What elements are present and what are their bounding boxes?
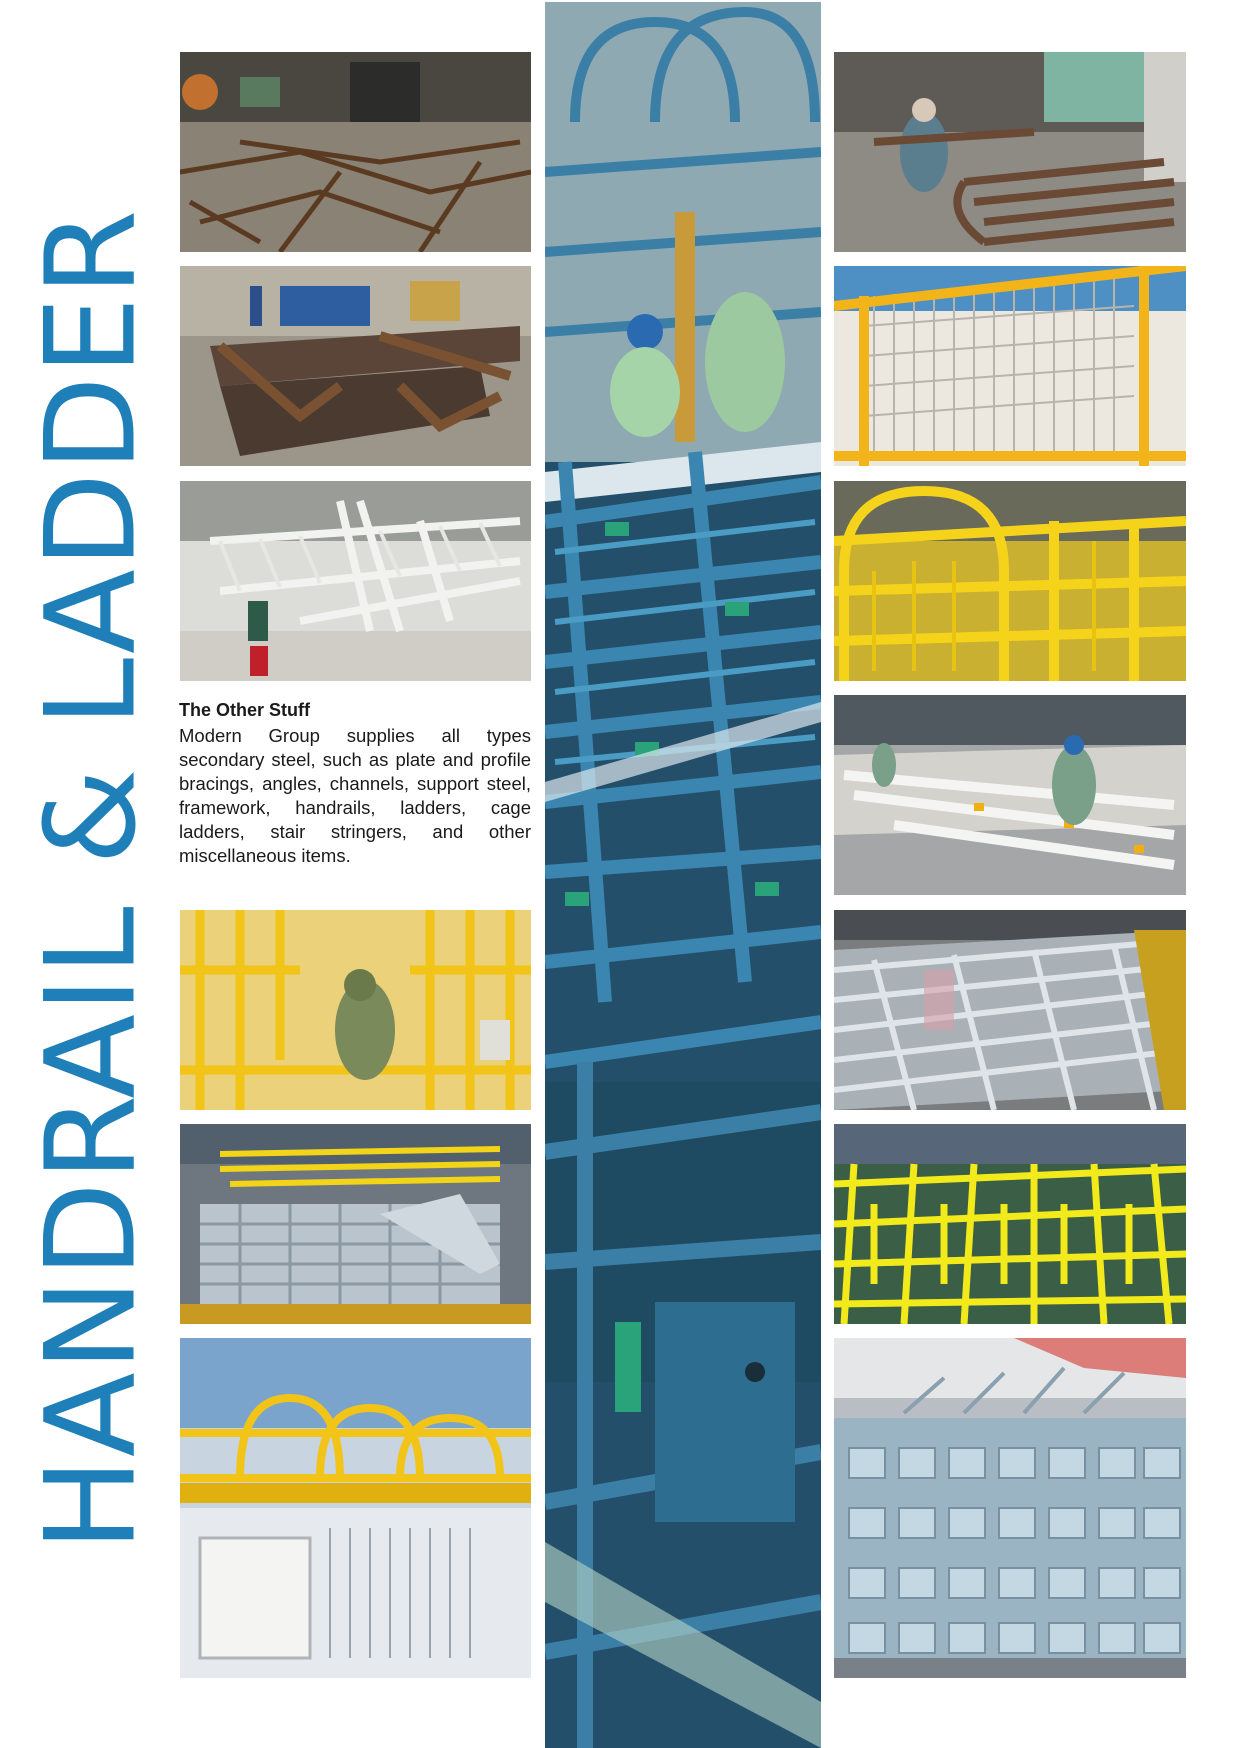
info-text-block <box>179 700 531 868</box>
section-body: Modern Group supplies all types secondary steel, such as plate and profile bracings, angles, channels, support steel, framework, handrails, ladders, cage ladders, stair stringers, and other miscellaneous items. <box>179 725 531 866</box>
photo-galvanized-frames <box>834 910 1186 1110</box>
photo-cage-ladder-platform <box>180 1338 531 1678</box>
photo-steel-beams <box>180 266 531 466</box>
section-heading: The Other Stuff <box>179 700 310 720</box>
page-title: HANDRAIL & LADDER <box>19 208 164 1552</box>
photo-white-cage-ladder <box>180 481 531 681</box>
photo-yellow-cage-ladders <box>834 481 1186 681</box>
photo-galvanized-stock <box>180 1124 531 1324</box>
photo-yellow-painting <box>180 910 531 1110</box>
photo-blue-ladder-closeup <box>545 2 821 1748</box>
photo-yellow-handrail-mesh <box>834 266 1186 466</box>
photo-bent-bars-workshop <box>834 52 1186 252</box>
vertical-title <box>19 60 164 1700</box>
photo-yellow-ladder-frames <box>834 1124 1186 1324</box>
photo-galvanized-cleats-stack <box>834 1338 1186 1678</box>
photo-white-brackets <box>834 695 1186 895</box>
photo-fabrication-floor <box>180 52 531 252</box>
